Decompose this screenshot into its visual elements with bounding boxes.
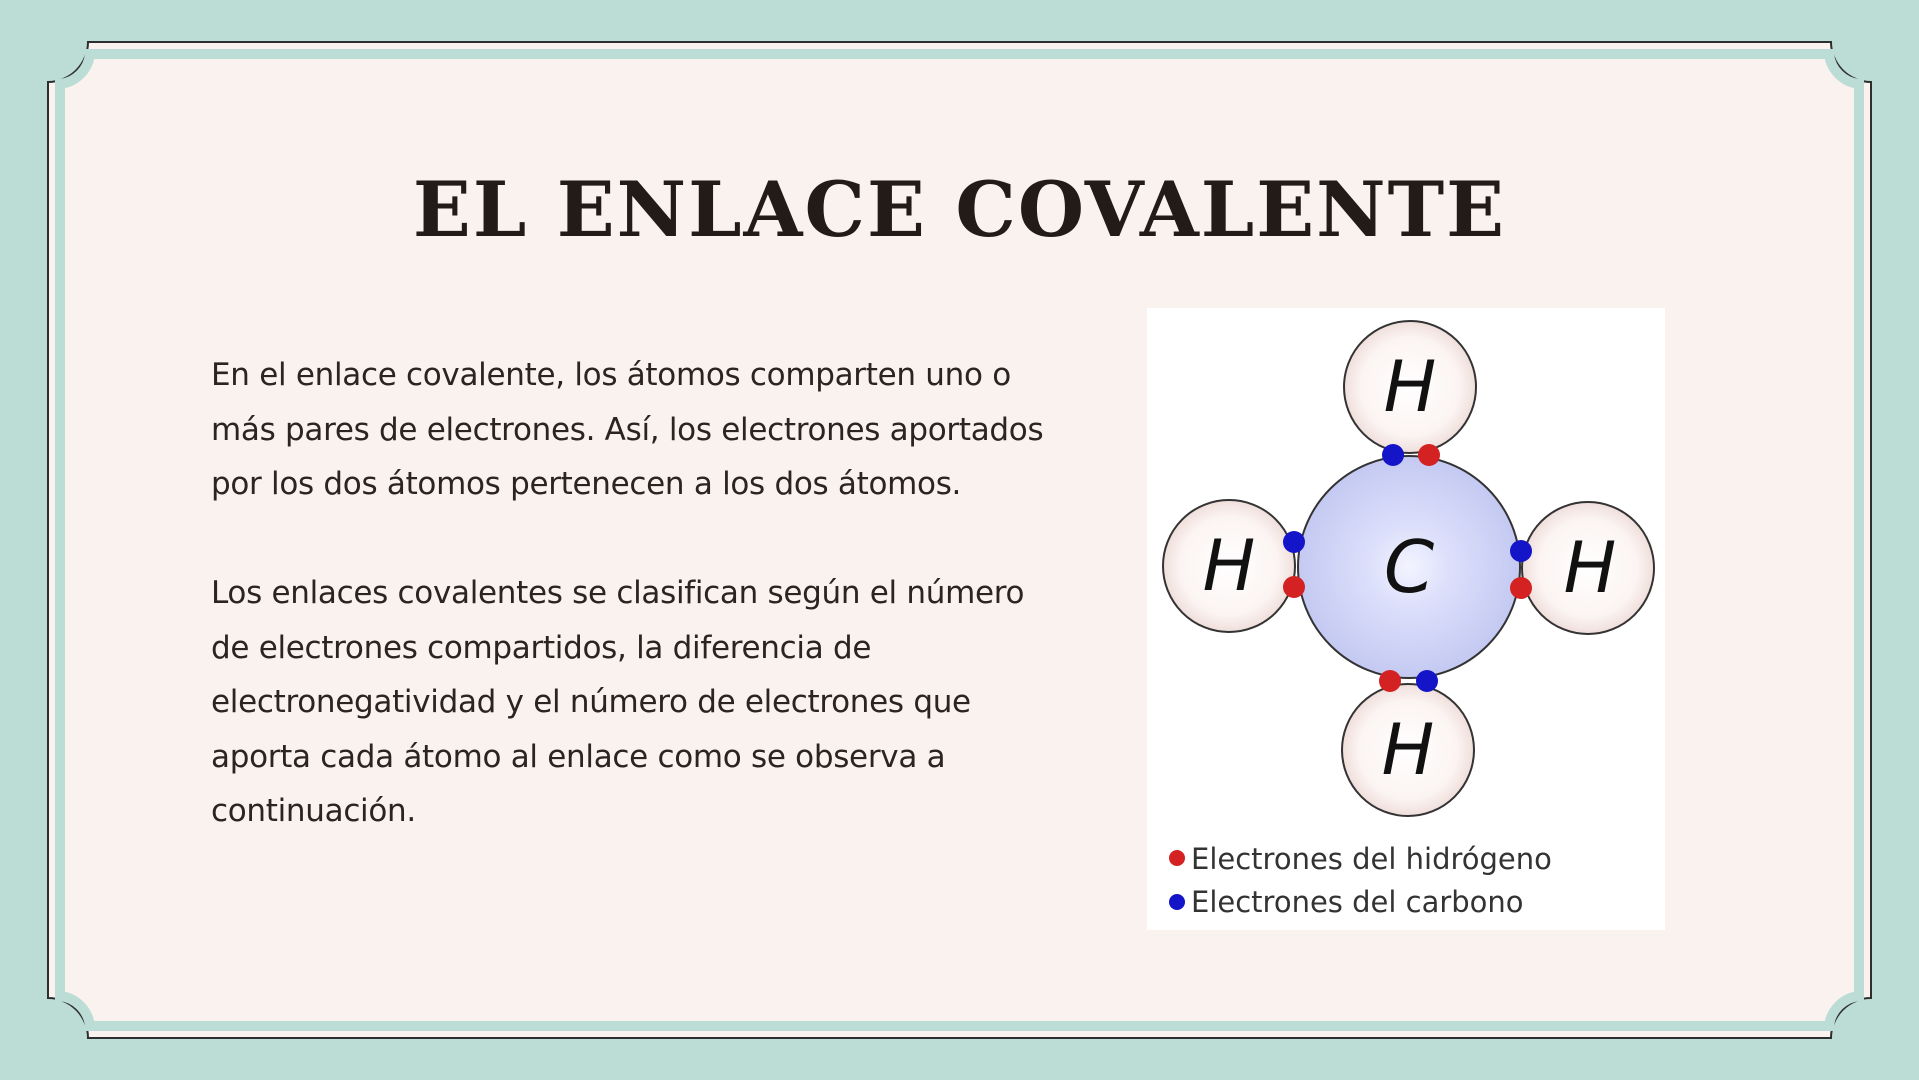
- methane-diagram-svg: [1147, 308, 1665, 930]
- hydrogen-electron: [1283, 576, 1305, 598]
- legend-hydrogen-label: Electrones del hidrógeno: [1191, 842, 1552, 876]
- legend-carbon-swatch: [1169, 894, 1185, 910]
- paragraph-line: electronegatividad y el número de electrones que: [211, 684, 971, 720]
- carbon-electron: [1510, 540, 1532, 562]
- carbon-electron: [1283, 531, 1305, 553]
- paragraph-line: de electrones compartidos, la diferencia de: [211, 629, 872, 666]
- hydrogen-electron: [1418, 444, 1440, 466]
- methane-lewis-diagram: [1147, 308, 1665, 930]
- hydrogen-electron: [1510, 577, 1532, 599]
- hydrogen-label-right: H: [1563, 527, 1617, 609]
- legend-carbon-label: Electrones del carbono: [1191, 885, 1524, 919]
- paragraph-line: aporta cada átomo al enlace como se observa a: [211, 738, 946, 775]
- paragraph-line: En el enlace covalente, los átomos comparten uno o: [211, 357, 1011, 393]
- hydrogen-label-top: H: [1383, 346, 1437, 428]
- slide-title: EL ENLACE COVALENTE: [412, 165, 1507, 254]
- hydrogen-label-bottom: H: [1381, 709, 1435, 791]
- paragraph-spacer: [211, 512, 1091, 567]
- carbon-electron: [1382, 444, 1404, 466]
- paragraph-line: continuación.: [211, 793, 416, 829]
- hydrogen-electron: [1379, 670, 1401, 692]
- paragraph-line: por los dos átomos pertenecen a los dos átomos.: [211, 466, 962, 502]
- paragraph-line: Los enlaces covalentes se clasifican según el número: [211, 575, 1025, 611]
- carbon-electron: [1416, 670, 1438, 692]
- legend-hydrogen-swatch: [1169, 850, 1185, 866]
- paragraph-line: más pares de electrones. Así, los electrones aportados: [211, 411, 1044, 448]
- carbon-label: C: [1383, 525, 1435, 609]
- hydrogen-label-left: H: [1202, 525, 1256, 607]
- body-text: [211, 348, 1091, 839]
